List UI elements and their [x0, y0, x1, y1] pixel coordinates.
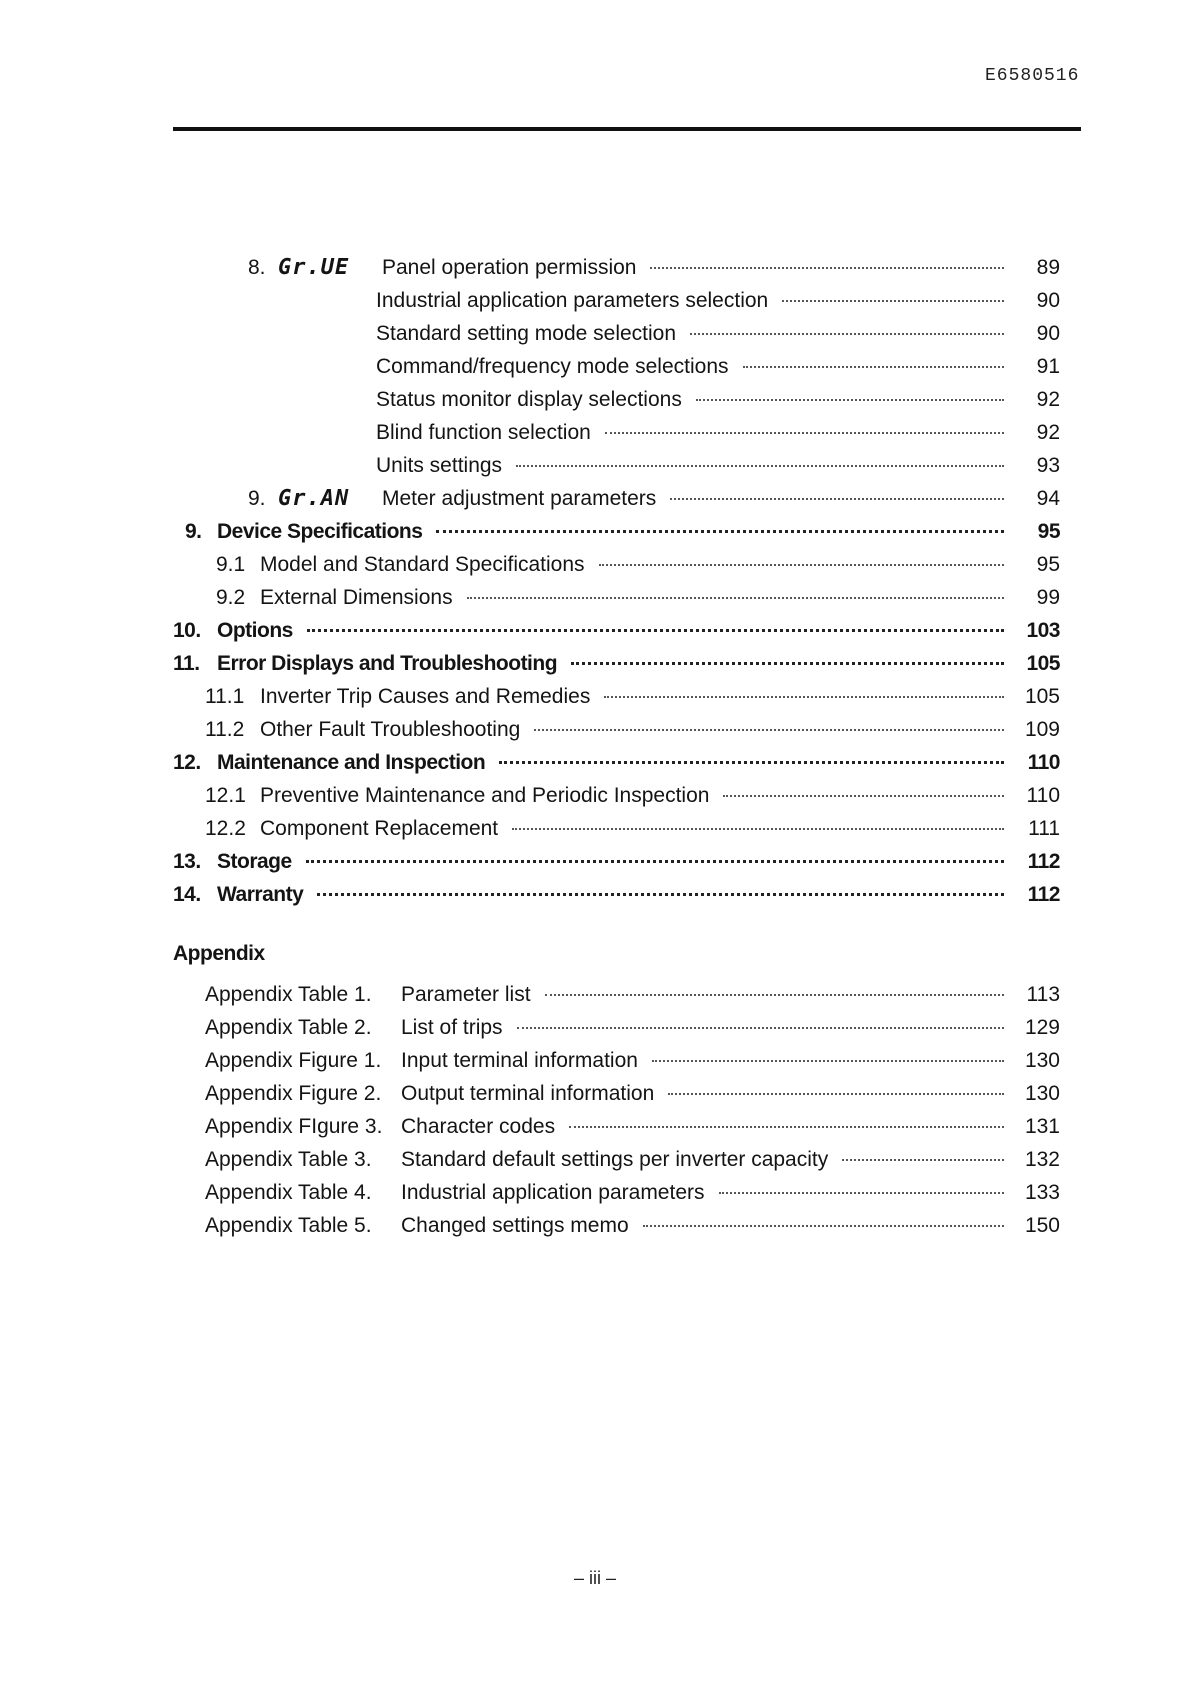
toc-entry-label: Blind function selection [376, 421, 591, 444]
toc-entry-label: Panel operation permission [382, 256, 637, 279]
toc-entry[interactable] [376, 353, 1060, 381]
toc-entry[interactable] [248, 485, 1060, 513]
toc-entry[interactable] [376, 386, 1060, 414]
toc-entry-number: 10. [173, 619, 201, 642]
dot-leader [512, 828, 1004, 830]
appendix-entry-key: Appendix Table 2. [205, 1016, 372, 1039]
toc-entry-label: Industrial application parameters selection [376, 289, 769, 312]
appendix-entry-label: Changed settings memo [401, 1214, 629, 1237]
toc-entry[interactable] [205, 716, 1060, 744]
toc-entry-page: 109 [1024, 718, 1060, 741]
toc-entry-number: 12.2 [205, 817, 246, 840]
dot-leader [842, 1159, 1004, 1161]
toc-chapter[interactable] [173, 617, 1060, 645]
toc-entry-number: 9. [185, 520, 202, 543]
toc-chapter[interactable] [173, 650, 1060, 678]
page-number: – iii – [573, 1568, 617, 1588]
toc-entry[interactable] [216, 584, 1060, 612]
toc-chapter[interactable] [173, 749, 1060, 777]
toc-entry[interactable] [376, 419, 1060, 447]
dot-leader [436, 530, 1004, 533]
dot-leader [782, 300, 1004, 302]
toc-entry-label: Component Replacement [260, 817, 499, 840]
dot-leader [499, 761, 1004, 764]
toc-entry-page: 91 [1036, 355, 1060, 378]
appendix-entry-key: Appendix Figure 2. [205, 1082, 382, 1105]
toc-entry-label: Preventive Maintenance and Periodic Inspection [260, 784, 710, 807]
appendix-entry-key: Appendix Figure 1. [205, 1049, 382, 1072]
dot-leader [306, 860, 1004, 863]
toc-entry-page: 90 [1036, 289, 1060, 312]
toc-entry[interactable] [205, 815, 1060, 843]
dot-leader [534, 729, 1004, 731]
toc-entry-page: 92 [1036, 421, 1060, 444]
dot-leader [517, 1027, 1004, 1029]
toc-entry-page: 94 [1036, 487, 1060, 510]
toc-entry[interactable] [376, 452, 1060, 480]
appendix-entry-label: Industrial application parameters [401, 1181, 705, 1204]
dot-leader [307, 629, 1004, 632]
toc-entry[interactable] [205, 683, 1060, 711]
appendix-entry-page: 150 [1024, 1214, 1060, 1237]
dot-leader [467, 597, 1004, 599]
toc-entry-number: 9.2 [216, 586, 246, 609]
appendix-entry-label: Parameter list [401, 983, 531, 1006]
toc-entry-number: 11. [173, 652, 200, 675]
toc-entry-page: 105 [1026, 652, 1060, 675]
toc-entry-number: 12. [173, 751, 201, 774]
toc-entry-page: 95 [1036, 553, 1060, 576]
toc-entry-page: 93 [1036, 454, 1060, 477]
dot-leader [690, 333, 1004, 335]
dot-leader [605, 432, 1004, 434]
toc-entry-number: 9. [248, 487, 266, 510]
dot-leader [599, 564, 1004, 566]
toc-entry-page: 112 [1027, 883, 1060, 906]
toc-entry-number: 11.2 [205, 718, 245, 741]
toc-entry-label: Options [217, 619, 293, 642]
toc-chapter[interactable] [185, 518, 1060, 546]
toc-entry-label: Units settings [376, 454, 503, 477]
toc-entry-label: Error Displays and Troubleshooting [217, 652, 558, 675]
appendix-entry-key: Appendix Table 3. [205, 1148, 372, 1171]
toc-entry-number: 12.1 [205, 784, 246, 807]
dot-leader [696, 399, 1004, 401]
toc-entry-page: 90 [1036, 322, 1060, 345]
dot-leader [668, 1093, 1004, 1095]
toc-entry-number: 14. [173, 883, 201, 906]
appendix-entry-page: 132 [1024, 1148, 1060, 1171]
appendix-entry-page: 113 [1026, 983, 1060, 1006]
appendix-entry-label: Output terminal information [401, 1082, 655, 1105]
parameter-group-code: Gr.AN [278, 486, 350, 511]
appendix-entry[interactable] [205, 1146, 1060, 1174]
appendix-entry-page: 129 [1024, 1016, 1060, 1039]
toc-entry-label: External Dimensions [260, 586, 453, 609]
toc-entry-number: 8. [248, 256, 266, 279]
dot-leader [670, 498, 1004, 500]
appendix-entry[interactable] [205, 1113, 1060, 1141]
appendix-heading: Appendix [173, 942, 265, 965]
toc-entry-page: 110 [1026, 784, 1060, 807]
appendix-entry[interactable] [205, 1212, 1060, 1240]
toc-entry-label: Status monitor display selections [376, 388, 682, 411]
toc-entry-page: 105 [1024, 685, 1060, 708]
appendix-entry-key: Appendix Table 4. [205, 1181, 372, 1204]
appendix-entry-key: Appendix FIgure 3. [205, 1115, 383, 1138]
document-code: E6580516 [985, 66, 1080, 86]
toc-entry-label: Warranty [217, 883, 304, 906]
dot-leader [723, 795, 1004, 797]
appendix-entry-key: Appendix Table 5. [205, 1214, 372, 1237]
appendix-entry-label: List of trips [401, 1016, 503, 1039]
toc-entry-label: Inverter Trip Causes and Remedies [260, 685, 591, 708]
toc-entry-page: 89 [1036, 256, 1060, 279]
appendix-entry-page: 133 [1024, 1181, 1060, 1204]
toc-chapter[interactable] [173, 881, 1060, 909]
dot-leader [571, 662, 1004, 665]
appendix-entry[interactable] [205, 1080, 1060, 1108]
toc-entry-number: 9.1 [216, 553, 246, 576]
toc-entry-page: 112 [1027, 850, 1060, 873]
toc-entry[interactable] [376, 320, 1060, 348]
parameter-group-code: Gr.UE [278, 255, 350, 280]
toc-entry-page: 99 [1036, 586, 1060, 609]
dot-leader [743, 366, 1004, 368]
toc-entry[interactable] [376, 287, 1060, 315]
dot-leader [545, 994, 1004, 996]
toc-entry-page: 92 [1036, 388, 1060, 411]
appendix-entry[interactable] [205, 981, 1060, 1009]
dot-leader [317, 893, 1004, 896]
dot-leader [719, 1192, 1005, 1194]
appendix-entry-page: 130 [1024, 1049, 1060, 1072]
appendix-entry-page: 131 [1024, 1115, 1060, 1138]
toc-entry-label: Command/frequency mode selections [376, 355, 729, 378]
toc-chapter[interactable] [173, 848, 1060, 876]
toc-entry-number: 11.1 [205, 685, 245, 708]
appendix-entry[interactable] [205, 1179, 1060, 1207]
dot-leader [650, 267, 1004, 269]
toc-entry[interactable] [216, 551, 1060, 579]
toc-entry-page: 103 [1026, 619, 1060, 642]
appendix-entry-label: Character codes [401, 1115, 556, 1138]
dot-leader [569, 1126, 1004, 1128]
toc-entry-label: Maintenance and Inspection [217, 751, 486, 774]
toc-entry-page: 111 [1028, 817, 1060, 840]
toc-entry-label: Other Fault Troubleshooting [260, 718, 521, 741]
dot-leader [604, 696, 1004, 698]
toc-entry-label: Standard setting mode selection [376, 322, 677, 345]
toc-entry-number: 13. [173, 850, 201, 873]
appendix-entry-page: 130 [1024, 1082, 1060, 1105]
dot-leader [652, 1060, 1004, 1062]
toc-entry-label: Meter adjustment parameters [382, 487, 657, 510]
toc-entry-label: Model and Standard Specifications [260, 553, 585, 576]
toc-entry-label: Storage [217, 850, 292, 873]
toc-entry-label: Device Specifications [217, 520, 423, 543]
dot-leader [516, 465, 1004, 467]
appendix-entry[interactable] [205, 1014, 1060, 1042]
appendix-entry-label: Standard default settings per inverter capacity [401, 1148, 829, 1171]
toc-entry-page: 95 [1037, 520, 1060, 543]
toc-entry[interactable] [205, 782, 1060, 810]
dot-leader [643, 1225, 1004, 1227]
toc-entry[interactable] [248, 254, 1060, 282]
appendix-entry-key: Appendix Table 1. [205, 983, 372, 1006]
appendix-entry[interactable] [205, 1047, 1060, 1075]
toc-entry-page: 110 [1027, 751, 1060, 774]
appendix-entry-label: Input terminal information [401, 1049, 638, 1072]
